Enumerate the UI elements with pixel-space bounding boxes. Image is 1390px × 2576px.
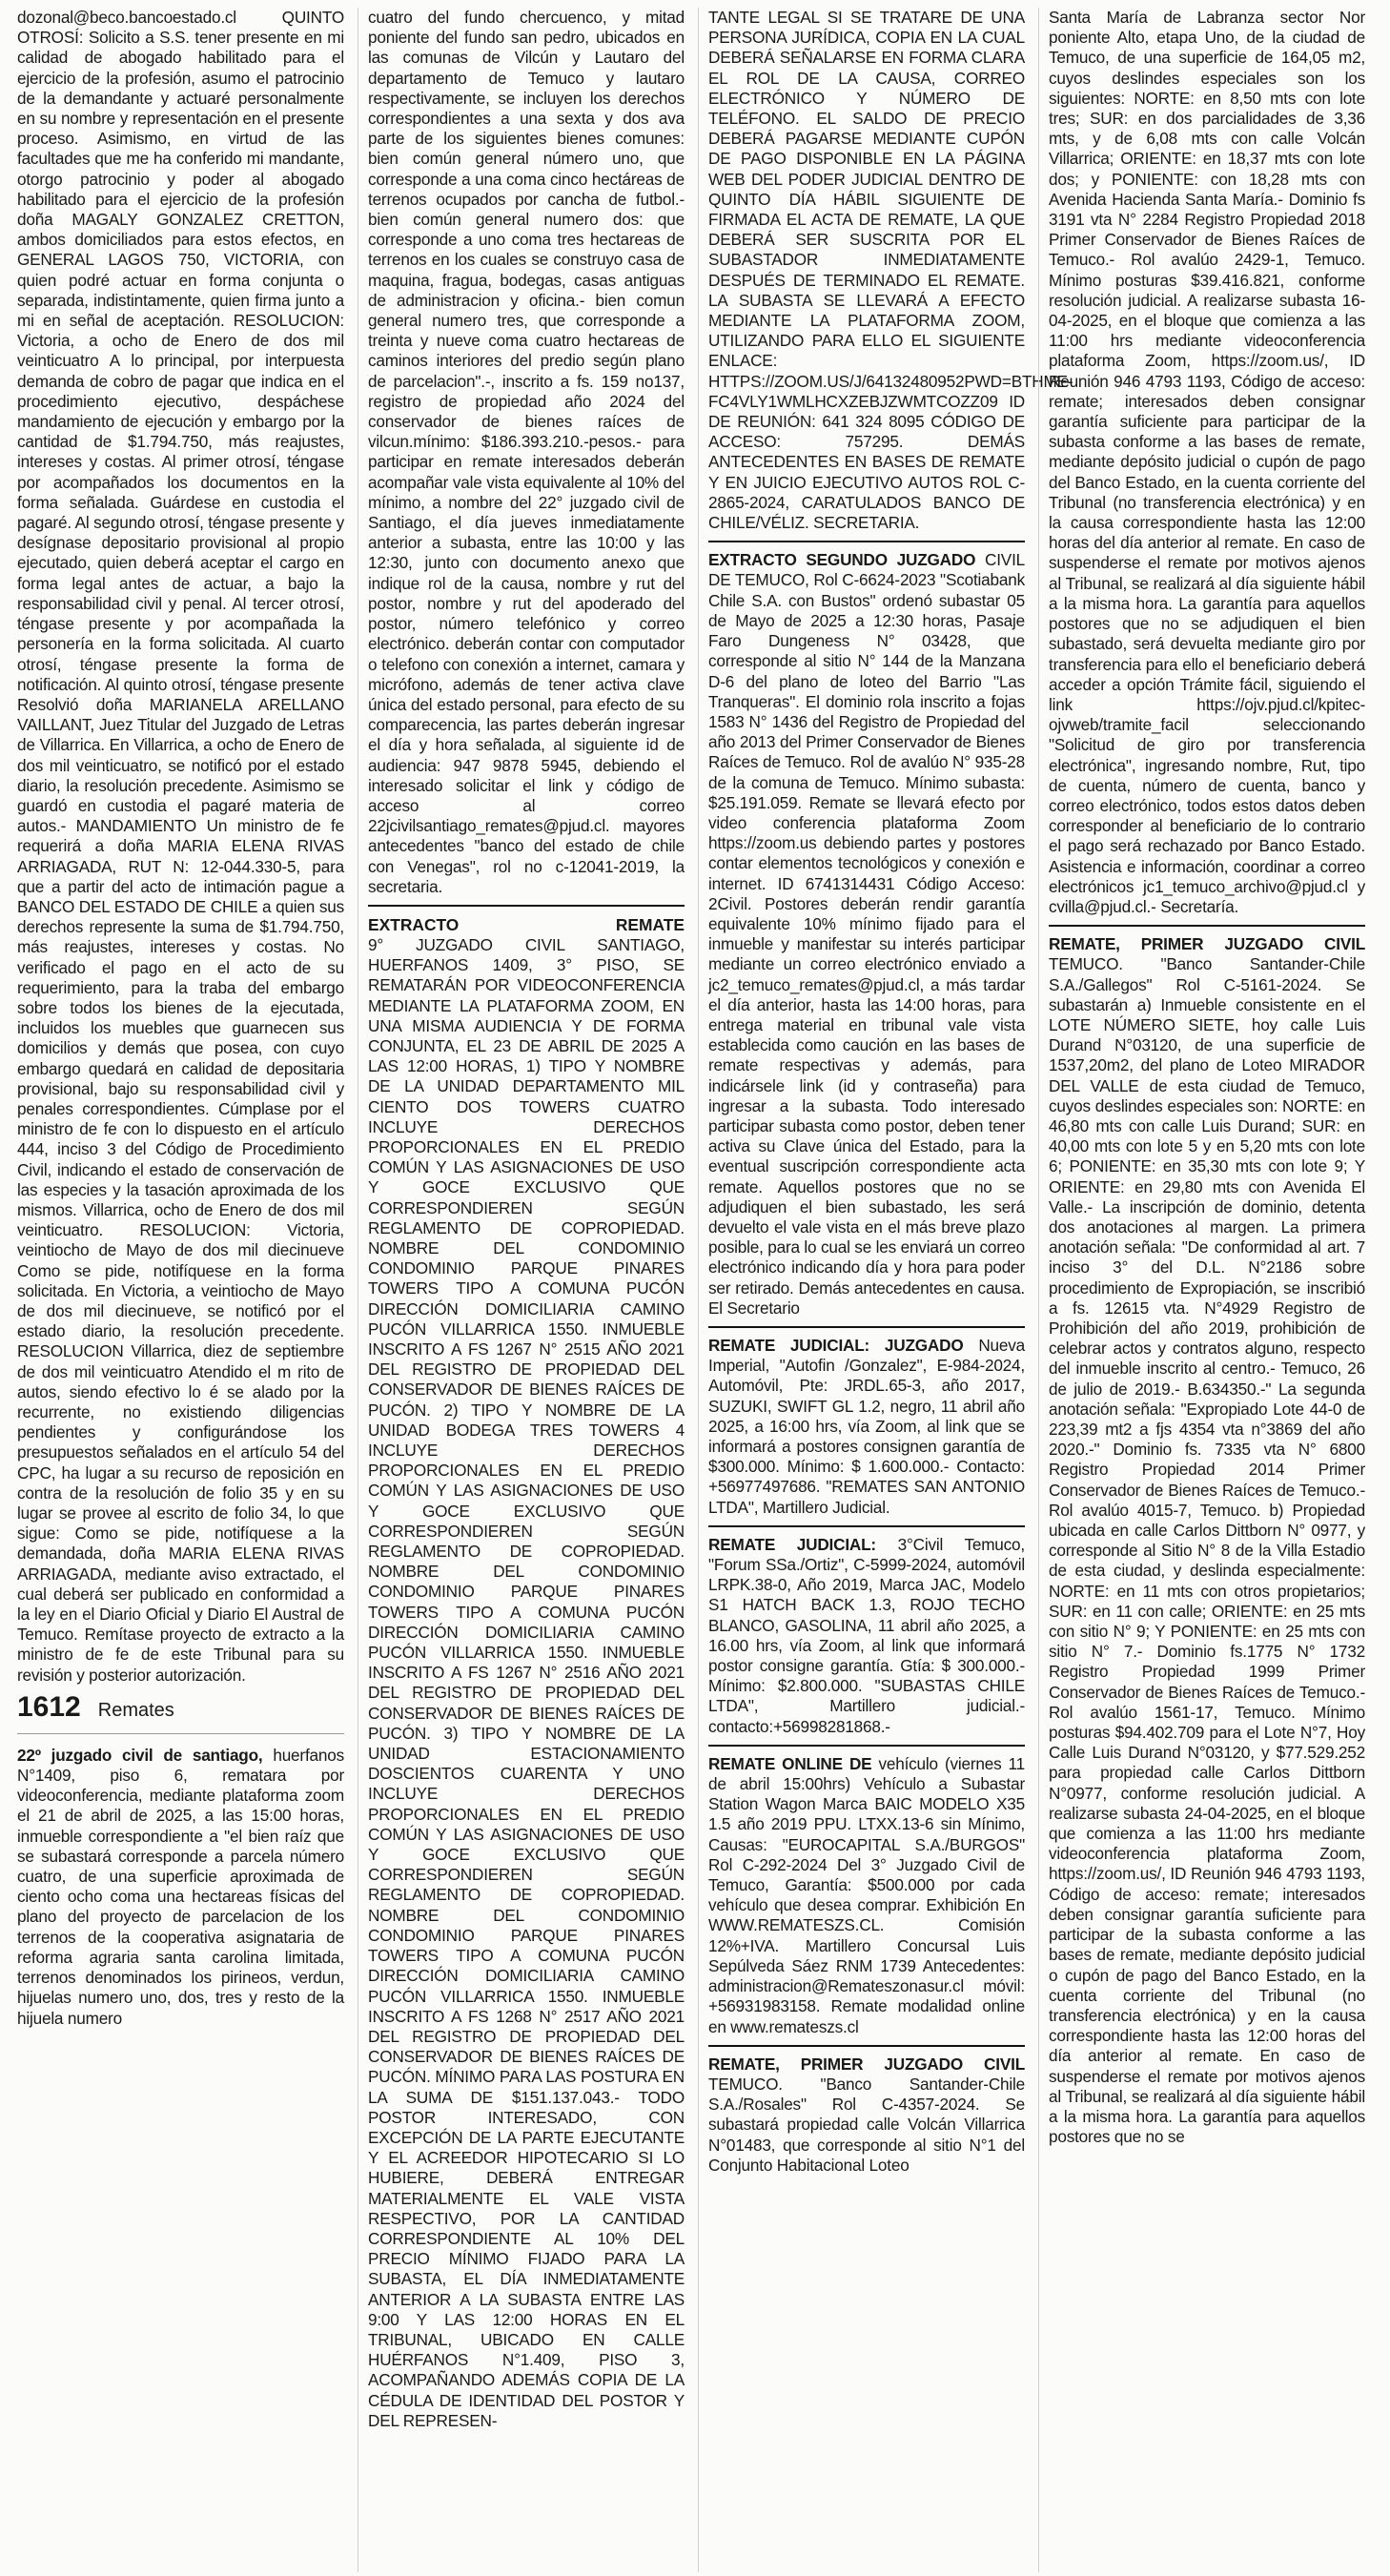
divider bbox=[708, 1326, 1025, 1328]
section-marker bbox=[17, 1686, 344, 1734]
notice-rosales-cont: Santa María de Labranza sector Nor poniente Alto, etapa Uno, de la ciudad de Temuco, de una superficie de 164,05 m2, cuyos deslindes especiales son los siguientes: NORTE: en 8,50 mts con lote tres; SUR: en dos parcialidades de 3,36 mts, y de 6,08 mts con calle Volcán Villarrica; ORIENTE: en 18,37 mts con lote dos; y PONIENTE: con 18,28 mts con Avenida Hacienda Santa María.- Dominio fs 3191 vta N° 2284 Registro Propiedad 2018 Primer Conservador de Bienes Raíces de Temuco.- Rol avalúo 2429-1, Temuco. Mínimo posturas $39.416.821, conforme resolución judicial. A realizarse subasta 16-04-2025, en el bloque que comienza a las 11:00 hrs mediante videoconferencia plataforma Zoom, https://zoom.us/, ID Reunión 946 4793 1193, Código de acceso: remate; interesados deben consignar garantía suficiente para participar de la subasta conforme a las bases de remate, mediante depósito judicial o cupón de pago del Banco Estado, en la cuenta corriente del Tribunal (no transferencia electrónica) y en la causa correspondiente hasta las 12:00 horas del día anterior al remate. En caso de suspenderse el remate por motivos ajenos al Tribunal, se realizará al día siguiente hábil a la misma hora. La garantía para aquellos postores que no se adjudiquen el bien subastado, será devuelta mediante giro por transferencia para ello el beneficiario deberá acceder a opción Trámite fácil, siguiendo el link https://ojv.pjud.cl/kpitec-ojvweb/tramite_facil seleccionando "Solicitud de giro por transferencia electrónica", ingresando nombre, Rut, tipo de cuenta, número de cuenta, banco y correo electrónico, todos estos datos deben corresponder al beneficiario de lo contrario el pago será rechazado por Banco Estado. Asistencia e información, coordinar a correo electrónicos jc1_temuco_archivo@pjud.cl y cvilla@pjud.cl.- Secretaría. bbox=[1049, 8, 1365, 916]
section-code: 1612 bbox=[17, 1690, 81, 1723]
extracto-heading: EXTRACTO REMATE bbox=[368, 914, 685, 934]
notice-remate-online: REMATE ONLINE DE vehículo (viernes 11 de abril 15:00hrs) Vehículo a Subastar Station Wagon Marca BAIC MODELO X35 1.5 año 2019 PPU. LTXX.13-6 sin Mínimo, Causas: "EUROCAPITAL S.A./BURGOS" Rol C-292-2024 Del 3° Juzgado Civil de Temuco, Garantía: $500.000 por cada vehículo que desea comprar. Exhibición En WWW.REMATESZS.CL. Comisión 12%+IVA. Martillero Concursal Luis Sepúlveda Sáez RNM 1739 Antecedentes: administracion@Remateszonasur.cl móvil: +56931983158. Remate modalidad online en www.remateszs.cl bbox=[708, 1753, 1025, 2036]
divider bbox=[708, 541, 1025, 542]
notice-3-civil-temuco: REMATE JUDICIAL: 3°Civil Temuco, "Forum SSa./Ortiz", C-5999-2024, automóvil LRPK.38-0, Año 2019, Marca JAC, Modelo S1 HATCH BACK 1.3, ROJO TECHO BLANCO, GASOLINA, 11 abril año 2025, a 16.00 hrs, vía Zoom, al link que informará postor consigne garantía. Gtía: $ 300.000.- Mínimo: $2.800.000. "SUBASTAS CHILE LTDA", Martillero judicial.- contacto:+56998281868.- bbox=[708, 1534, 1025, 1736]
notice-villarrica: dozonal@beco.bancoestado.cl QUINTO OTROSÍ: Solicito a S.S. tener presente en mi calidad de abogado habilitado para el ejercicio de la profesión, asumo el patrocinio de la demandante y actuaré personalmente en su nombre y representación en el presente proceso. Asimismo, en virtud de las facultades que me ha conferido mi mandante, otorgo patrocinio y poder al abogado habilitado para el ejercicio de la profesión doña MAGALY GONZALEZ CRETTON, ambos domiciliados para estos efectos, en GENERAL LAGOS 750, VICTORIA, con quien podré actuar en forma conjunta o separada, indistintamente, quien firma junto a mi en señal de aceptación. RESOLUCION: Victoria, a ocho de Enero de dos mil veinticuatro A lo principal, por interpuesta demanda de cobro de pagar que indica en el procedimiento ejecutivo, despáchese mandamiento de ejecución y embargo por la cantidad de $1.794.750, más reajustes, intereses y costas. Al primer otrosí, téngase por acompañados los documentos en la forma señalada. Guárdese en custodia el pagaré. Al segundo otrosí, téngase presente y desígnase depositario provisional al propio ejecutado, quien deberá aceptar el cargo en forma legal antes de actuar, a bajo la responsabilidad civil y penal. Al tercer otrosí, téngase presente y por acompañada la personería en la forma solicitada. Al cuarto otrosí, téngase presente la forma de notificación. Al quinto otrosí, téngase presente Resolvió doña MARIANELA ARELLANO VAILLANT, Juez Titular del Juzgado de Letras de Villarrica. En Villarrica, a ocho de Enero de dos mil veinticuatro, se notificó por el estado diario, la resolución precedente. Asimismo se guardó en custodia el pagaré materia de autos.- MANDAMIENTO Un ministro de fe requerirá a doña MARIA ELENA RIVAS ARRIAGADA, RUT N: 12-044.330-5, para que a partir del acto de intimación pague a BANCO DEL ESTADO DE CHILE a quien sus derechos represente la suma de $1.794.750, más reajustes, intereses y costas. No verificado el pago en el acto de su requerimiento, para la traba del embargo sobre todos los bienes de la ejecutada, incluidos los muebles que guarnecen sus domicilios y demás que posea, con cuyo embargo quedará en calidad de depositaria provisional, bajo su responsabilidad civil y penales correspondientes. Cúmplase por el ministro de fe con lo dispuesto en el artículo 444, inciso 3 del Código de Procedimiento Civil, indicando el estado de conservación de las especies y la tasación aproximada de los mismos. Villarrica, ocho de Enero de dos mil veinticuatro. RESOLUCION: Victoria, veintiocho de Mayo de dos mil diecinueve Como se pide, notifíquese en la forma solicitada. En Victoria, a veintiocho de Mayo de dos mil diecinueve, se notificó por el estado diario, la resolución precedente. RESOLUCION Villarrica, diez de septiembre de dos mil veinticuatro Atendido el m rito de autos, siendo efectivo lo é se alado por la recurrente, no existiendo diligencias pendientes y configurándose los presupuestos señalados en el artículo 54 del CPC, ha lugar a su recurso de reposición en contra de la resolución de folio 35 y en su lugar se provee al escrito de folio 34, lo que sigue: Como se pide, notifíquese a la demandada, doña MARIA ELENA RIVAS ARRIAGADA, mediante aviso extractado, el cual deberá ser publicado en conformidad a la ley en el Diario Oficial y Diario El Austral de Temuco. Remítase proyecto de extracto a la ministro de fe de este Tribunal para su revisión y posterior autorización. bbox=[17, 8, 344, 1685]
notice-9-juzgado-cont: TANTE LEGAL SI SE TRATARE DE UNA PERSONA JURÍDICA, COPIA EN LA CUAL DEBERÁ SEÑALARSE EN FORMA CLARA EL ROL DE LA CAUSA, CORREO ELECTRÓNICO Y NÚMERO DE TELÉFONO. EL SALDO DE PRECIO DEBERÁ PAGARSE MEDIANTE CUPÓN DE PAGO DISPONIBLE EN LA PÁGINA WEB DEL PODER JUDICIAL DENTRO DE QUINTO DÍA HÁBIL SIGUIENTE DE FIRMADA EL ACTA DE REMATE, LA QUE DEBERÁ SER SUSCRITA POR EL SUBASTADOR INMEDIATAMENTE DESPUÉS DE TERMINADO EL REMATE. LA SUBASTA SE LLEVARÁ A EFECTO MEDIANTE LA PLATAFORMA ZOOM, UTILIZANDO PARA ELLO EL SIGUIENTE ENLACE: HTTPS://ZOOM.US/J/64132480952PWD=BTHME-FC4VLY1WMLHCXZEBJZWMTCOZZ09 ID DE REUNIÓN: 641 324 8095 CÓDIGO DE ACCESO: 757295. DEMÁS ANTECEDENTES EN BASES DE REMATE Y EN JUICIO EJECUTIVO AUTOS ROL C-2865-2024, CARATULADOS BANCO DE CHILE/VÉLIZ. SECRETARIA. bbox=[708, 8, 1073, 533]
divider bbox=[708, 1745, 1025, 1747]
column-3 bbox=[698, 8, 1073, 2572]
columns bbox=[17, 8, 1379, 2572]
column-2 bbox=[358, 8, 685, 2572]
divider bbox=[708, 1525, 1025, 1527]
column-4 bbox=[1038, 8, 1365, 2572]
notice-rosales: REMATE, PRIMER JUZGADO CIVIL TEMUCO. "Banco Santander-Chile S.A./Rosales" Rol C-4357-2024. Se subastará propiedad calle Volcán Villarrica N°01483, que corresponde al sitio N°1 del Conjunto Habitacional Loteo bbox=[708, 2054, 1025, 2175]
divider bbox=[1049, 925, 1365, 927]
notice-9-juzgado: 9° JUZGADO CIVIL SANTIAGO, HUERFANOS 1409, 3° PISO, SE REMATARÁN POR VIDEOCONFERENCIA MEDIANTE LA PLATAFORMA ZOOM, EN UNA MISMA AUDIENCIA Y DE FORMA CONJUNTA, EL 23 DE ABRIL DE 2025 A LAS 12:00 HORAS, 1) TIPO Y NOMBRE DE LA UNIDAD DEPARTAMENTO MIL CIENTO DOS TOWERS CUATRO INCLUYE DERECHOS PROPORCIONALES EN EL PREDIO COMÚN Y LAS ASIGNACIONES DE USO Y GOCE EXCLUSIVO QUE CORRESPONDIEREN SEGÚN REGLAMENTO DE COPROPIEDAD. NOMBRE DEL CONDOMINIO CONDOMINIO PARQUE PINARES TOWERS TIPO A COMUNA PUCÓN DIRECCIÓN DOMICILIARIA CAMINO PUCÓN VILLARRICA 1550. INMUEBLE INSCRITO A FS 1267 N° 2515 AÑO 2021 DEL REGISTRO DE PROPIEDAD DEL CONSERVADOR DE BIENES RAÍCES DE PUCÓN. 2) TIPO Y NOMBRE DE LA UNIDAD BODEGA TRES TOWERS 4 INCLUYE DERECHOS PROPORCIONALES EN EL PREDIO COMÚN Y LAS ASIGNACIONES DE USO Y GOCE EXCLUSIVO QUE CORRESPONDIEREN SEGÚN REGLAMENTO DE COPROPIEDAD. NOMBRE DEL CONDOMINIO CONDOMINIO PARQUE PINARES TOWERS TIPO A COMUNA PUCÓN DIRECCIÓN DOMICILIARIA CAMINO PUCÓN VILLARRICA 1550. INMUEBLE INSCRITO A FS 1267 N° 2516 AÑO 2021 DEL REGISTRO DE PROPIEDAD DEL CONSERVADOR DE BIENES RAÍCES DE PUCÓN. 3) TIPO Y NOMBRE DE LA UNIDAD ESTACIONAMIENTO DOSCIENTOS CUARENTA Y UNO INCLUYE DERECHOS PROPORCIONALES EN EL PREDIO COMÚN Y LAS ASIGNACIONES DE USO Y GOCE EXCLUSIVO QUE CORRESPONDIEREN SEGÚN REGLAMENTO DE COPROPIEDAD. NOMBRE DEL CONDOMINIO CONDOMINIO PARQUE PINARES TOWERS TIPO A COMUNA PUCÓN DIRECCIÓN DOMICILIARIA CAMINO PUCÓN VILLARRICA 1550. INMUEBLE INSCRITO A FS 1268 N° 2517 AÑO 2021 DEL REGISTRO DE PROPIEDAD DEL CONSERVADOR DE BIENES RAÍCES DE PUCÓN. MÍNIMO PARA LAS POSTURA EN LA SUMA DE $151.137.043.- TODO POSTOR INTERESADO, CON EXCEPCIÓN DE LA PARTE EJECUTANTE Y EL ACREEDOR HIPOTECARIO SI LO HUBIERE, DEBERÁ ENTREGAR MATERIALMENTE EL VALE VISTA RESPECTIVO, POR LA CANTIDAD CORRESPONDIENTE AL 10% DEL PRECIO MÍNIMO FIJADO PARA LA SUBASTA, EL DÍA INMEDIATAMENTE ANTERIOR A LA SUBASTA ENTRE LAS 9:00 Y LAS 12:00 HORAS EN EL TRIBUNAL, UBICADO EN CALLE HUÉRFANOS N°1.409, PISO 3, ACOMPAÑANDO ADEMÁS COPIA DE LA CÉDULA DE IDENTIDAD DEL POSTOR Y DEL REPRESEN- bbox=[368, 934, 685, 2430]
notice-22-juzgado-cont: cuatro del fundo chercuenco, y mitad poniente del fundo san pedro, ubicados en las comunas de Vilcún y Lautaro del departamento de Temuco y lautaro respectivamente, se incluyen los derechos correspondientes a una sexta y dos ava parte de los siguientes bienes comunes: bien común general número uno, que corresponde a una coma cinco hectáreas de terrenos ocupados por cancha de futbol.- bien común general numero dos: que corresponde a uno coma tres hectareas de terrenos en los cuales se construyo casa de maquina, fragua, bodegas, casas antiguas de administracion y oficina.- bien comun general numero tres, que corresponde a treinta y nueve coma cuatro hectareas de caminos interiores del predio según plano de parcelacion".-, inscrito a fs. 159 no137, registro de propiedad año 2024 del conservador de bienes raíces de vilcun.mínimo: $186.393.210.-pesos.- para participar en remate interesados deberán acompañar vale vista equivalente al 10% del mínimo, a nombre del 22° juzgado civil de Santiago, el día jueves inmediatamente anterior a subasta, entre las 10:00 y las 12:30, junto con documento anexo que indique rol de la causa, nombre y rut del postor, nombre y rut del apoderado del postor, número telefónico y correo electrónico. deberán contar con computador o telefono con conexión a internet, camara y micrófono, además de tener activa clave única del estado personal, para efecto de su comparecencia, las partes deberán ingresar el día y hora señalada, al siguiente id de audiencia: 947 9878 5945, debiendo el interesado solicitar el link y código de acceso al correo 22jcivilsantiago_remates@pjud.cl. mayores antecedentes "banco del estado de chile con Venegas", rol no c-12041-2019, la secretaria. bbox=[368, 8, 685, 896]
divider bbox=[368, 905, 685, 907]
notice-22-juzgado: 22º juzgado civil de santiago, huerfanos N°1409, piso 6, rematara por videoconferencia, mediante plataforma zoom el 21 de abril de 2025, a las 15:00 horas, inmueble correspondiente a "el bien raíz que se subastará corresponde a parcela número cuatro, de una superficie aproximada de ciento ocho coma una hectareas físicas del plano del proyecto de parcelacion de los terrenos de la cooperativa asignataria de reforma agraria santa carolina limitada, terrenos denominados los pirineos, verdun, hijuelas numero uno, dos, tres y resto de la hijuela numero bbox=[17, 1745, 344, 2028]
notice-nueva-imperial: REMATE JUDICIAL: JUZGADO Nueva Imperial, "Autofin /Gonzalez", E-984-2024, Automóvil, Pte: JRDL.65-3, año 2017, SUZUKI, SWIFT GL 1.2, negro, 11 abril año 2025, a 16:00 hrs, vía Zoom, al link que se informará a postores consignen garantía de $300.000. Mínimo: $ 1.600.000.- Contacto: +56977497686. "REMATES SAN ANTONIO LTDA", Martillero Judicial. bbox=[708, 1336, 1025, 1517]
column-1 bbox=[17, 8, 344, 2572]
notice-segundo-juzgado: EXTRACTO SEGUNDO JUZGADO CIVIL DE TEMUCO, Rol C-6624-2023 "Scotiabank Chile S.A. con Bustos" ordenó subastar 05 de Mayo de 2025 a 12:30 horas, Pasaje Faro Dungeness N° 03428, que corresponde al sitio N° 144 de la Manzana D-6 del plano de loteo del Barrio "Las Tranqueras". El dominio rola inscrito a fojas 1583 N° 1436 del Registro de Propiedad del año 2013 del Primer Conservador de Bienes Raíces de Temuco. Rol de avalúo N° 935-28 de la comuna de Temuco. Mínimo subasta: $25.191.059. Remate se llevará efecto por video conferencia plataforma Zoom https://zoom.us debiendo partes y postores contar elementos tecnológicos y conexión e internet. ID 6741314431 Código Acceso: 2Civil. Postores deberán rendir garantía equivalente 10% mínimo fijado para el inmueble y manifestar su interés participar mediante un correo electrónico enviado a jc2_temuco_remates@pjud.cl, a más tardar el día anterior, hasta las 14:00 horas, para entrega material en tribunal vale vista establecida como caución en las bases de remate respectivas y además, para indicársele link (id y contraseña) para ingresar a la subasta. Todo interesado participar subasta como postor, deben tener activa su Clave única del Estado, para la eventual suscripción correspondiente acta remate. Aquellos postores que no se adjudiquen el bien subastado, les será devuelto el vale vista en el más breve plazo posible, para lo cual se les enviará un correo electrónico indicando día y hora para poder ser retirado. Demás antecedentes en causa. El Secretario bbox=[708, 550, 1026, 1318]
notice-gallegos: REMATE, PRIMER JUZGADO CIVIL TEMUCO. "Banco Santander-Chile S.A./Gallegos" Rol C-5161-2024. Se subastarán a) Inmueble consistente en el LOTE NÚMERO SIETE, hoy calle Luis Durand N°03120, de una superficie de 1537,20m2, del plano de Loteo MIRADOR DEL VALLE de esta ciudad de Temuco, cuyos deslindes especiales son: NORTE: en 46,80 mts con calle Luis Durand; SUR: en 40,00 mts con lote 5 y en 5,20 mts con lote 6; PONIENTE: en 35,30 mts con lote 9; Y ORIENTE: en 29,80 mts con Avenida El Valle.- La inscripción de dominio, detenta dos anotaciones al margen. La primera anotación señala: "De conformidad al art. 7 inciso 3° del D.L. N°2186 sobre procedimiento de Expropiación, se inscribió a fs. 12615 vta. N°4929 Registro de Prohibición del año 2019, prohibición de celebrar actos y contratos alguno, respecto del inmueble inscrito al centro.- Temuco, 26 de julio de 2019.- B.634350.-" La segunda anotación señala: "Expropiado Lote 44-0 de 223,39 mt2 a fjs 4354 vta n°3869 del año 2020.-" Dominio fs. 7335 vta N° 6800 Registro Propiedad 2014 Primer Conservador de Bienes Raíces de Temuco.- Rol avalúo 4015-7, Temuco. b) Propiedad ubicada en calle Carlos Dittborn N° 0977, y corresponde al Sitio N° 8 de la Villa Estadio de esta ciudad, y deslinda especialmente: NORTE: en 11 mts con otros propietarios; SUR: en 11 con calle; ORIENTE: en 25 mts con sitio N° 9; Y PONIENTE: en 25 mts con sitio N° 7.- Dominio fs.1775 N° 1732 Registro Propiedad 1999 Primer Conservador de Bienes Raíces de Temuco.- Rol avalúo 1561-17, Temuco. Mínimo posturas $94.402.709 para el Lote N°7, Hoy Calle Luis Durand N°03120, y $77.529.252 para propiedad calle Carlos Dittborn N°0977, conforme resolución judicial. A realizarse subasta 24-04-2025, en el bloque que comienza a las 11:00 hrs mediante videoconferencia plataforma Zoom, https://zoom.us/, ID Reunión 946 4793 1193, Código de acceso: remate; interesados deben consignar garantía suficiente para participar de la subasta conforme a las bases de remate, mediante depósito judicial o cupón de pago del Banco Estado, en la cuenta corriente del Tribunal (no transferencia electrónica) y en la causa correspondiente hasta las 12:00 horas del día anterior al remate. En caso de suspenderse el remate por motivos ajenos al Tribunal, se realizará al día siguiente hábil a la misma hora. La garantía para aquellos postores que no se bbox=[1049, 934, 1365, 2147]
section-label: Remates bbox=[97, 1699, 174, 1721]
divider bbox=[708, 2045, 1025, 2047]
